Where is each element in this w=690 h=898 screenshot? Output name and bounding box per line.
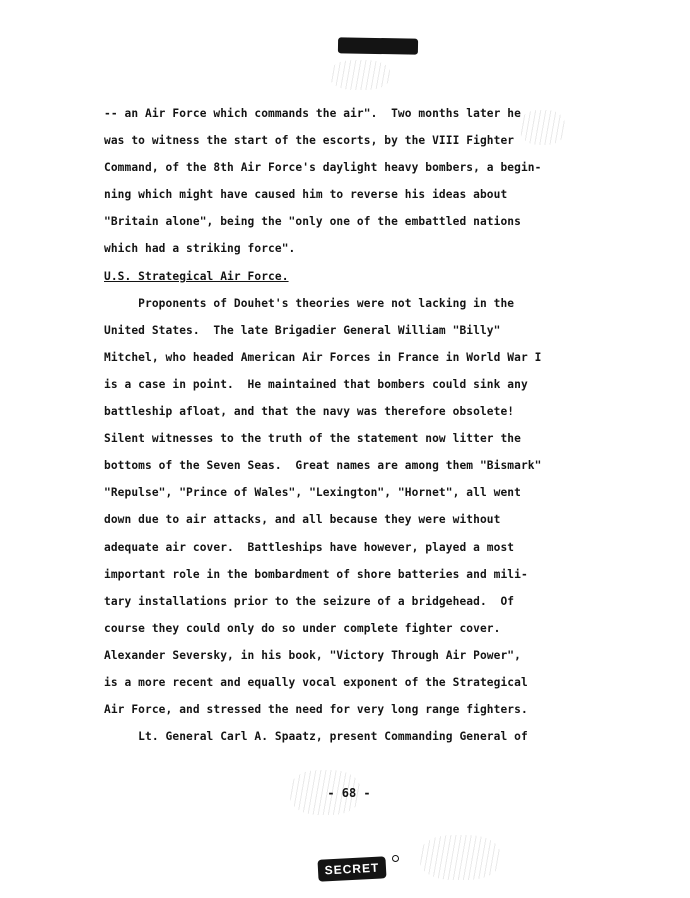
text-line: down due to air attacks, and all because they were without [104,513,501,527]
stamp-dot-mark [392,855,399,862]
text-line: bottoms of the Seven Seas. Great names are among them "Bismark" [104,459,542,473]
text-line: was to witness the start of the escorts, by the VIII Fighter [104,134,515,148]
text-line: Silent witnesses to the truth of the statement now litter the [104,432,521,446]
text-line: Lt. General Carl A. Spaatz, present Commanding General of [104,730,528,744]
text-line: Proponents of Douhet's theories were not lacking in the [104,296,515,310]
text-line: "Repulse", "Prince of Wales", "Lexington", "Hornet", all went [104,486,521,500]
text-line: United States. The late Brigadier General William "Billy" [104,323,501,337]
text-line: "Britain alone", being the "only one of the embattled nations [104,215,521,229]
text-line: Air Force, and stressed the need for very long range fighters. [104,703,528,717]
text-line: is a more recent and equally vocal exponent of the Strategical [104,675,528,689]
faint-stamp-mark [420,835,500,880]
text-line: -- an Air Force which commands the air". Two months later he [104,107,521,120]
text-line: is a case in point. He maintained that bombers could sink any [104,377,528,391]
text-line: which had a striking force". [104,242,296,256]
text-line: adequate air cover. Battleships have however, played a most [104,540,515,554]
text-line: Mitchel, who headed American Air Forces in France in World War I [104,350,542,364]
text-line: important role in the bombardment of shore batteries and mili- [104,567,528,581]
classification-stamp-bottom: SECRET [317,856,386,882]
classification-stamp-top [338,37,418,54]
text-line: Command, of the 8th Air Force's daylight heavy bombers, a begin- [104,161,542,175]
text-line: tary installations prior to the seizure of a bridgehead. Of [104,594,515,608]
faint-stamp-mark [330,60,390,90]
text-line: battleship afloat, and that the navy was therefore obsolete! [104,405,515,419]
text-line: Alexander Seversky, in his book, "Victory Through Air Power", [104,648,521,662]
text-line: ning which might have caused him to reverse his ideas about [104,188,508,202]
section-heading: U.S. Strategical Air Force. [104,269,289,283]
body-text [104,100,564,750]
page-number: - 68 - [327,786,371,800]
text-line: course they could only do so under complete fighter cover. [104,621,501,635]
